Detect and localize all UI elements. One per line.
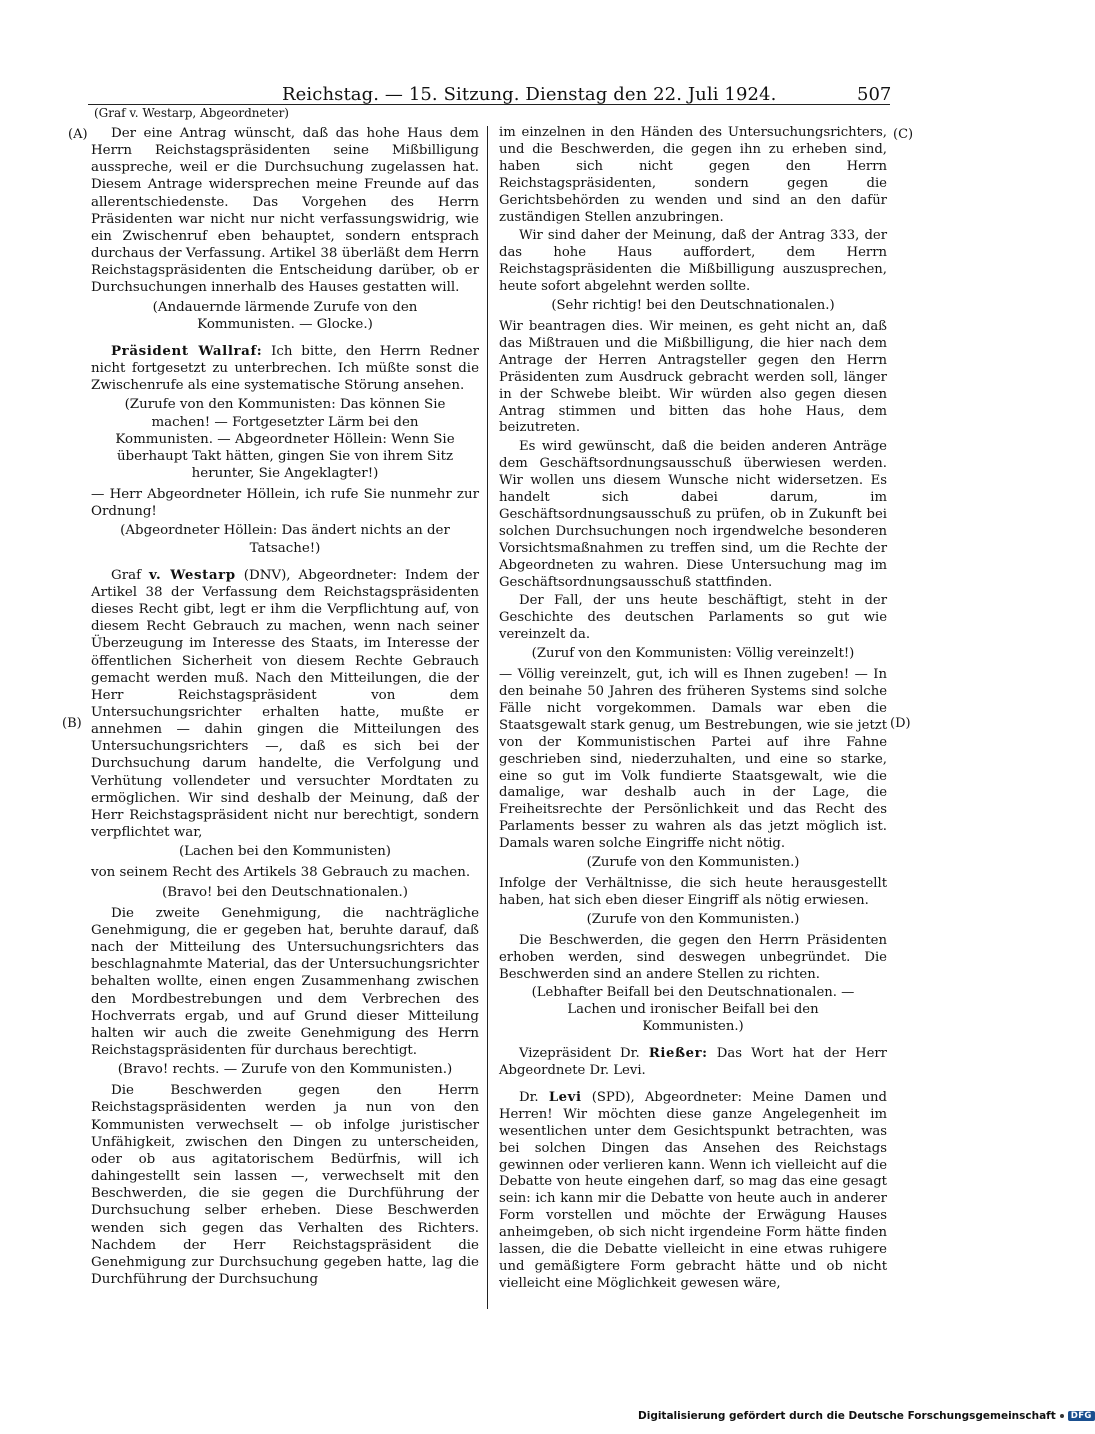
speech-text: (SPD), Abgeordneter: Meine Damen und Herren! Wir möchten diese ganze Angelegenheit im wesentlichen unter dem Gesichtspunkt betrachten, was bei solchen Dingen das Ansehen des Reichstags gewinnen oder verlieren kann. Wenn ich vielleicht auf die Debatte von heute eingehen darf, so mag das eine gesagt sein: ich kann mir die Debatte von heute auch in anderer Form vorstellen und möchte der Erwägung Hauses anheimgeben, ob sich nicht irgendeine Form hätte finden lassen, die die Debatte vielleicht in eine etwas ruhigere und gemäßigtere Form gebracht hätte und ob nicht vielleicht eine Möglichkeit gewesen wäre, xyxy=(499,1089,887,1291)
speaker-paragraph xyxy=(499,1046,887,1080)
margin-marker-c: (C) xyxy=(893,127,914,142)
paragraph: Wir beantragen dies. Wir meinen, es geht nicht an, daß das Mißtrauen und die Mißbilligung, die hier nach dem Antrage der Herren Antragsteller gegen den Herrn Präsidenten zum Ausdruck gebracht werden soll, länger in der Schwebe bleibt. Wir würden also gegen diesen Antrag stimmen und bitten das hohe Haus, dem beizutreten. xyxy=(499,318,887,436)
paragraph: — Völlig vereinzelt, gut, ich will es Ihnen zugeben! — In den beinahe 50 Jahren des früheren Systems sind solche Fälle nicht vorgekommen. Damals war eben die Staatsgewalt stark genug, um Bestrebungen, wie sie jetzt von der Kommunistischen Partei auf ihre Fahne geschrieben sind, niederzuhalten, und eine so starke, eine so gut im Volk fundierte Staatsgewalt, wie die damalige, war deshalb auch in der Lage, die Freiheitsrechte der Persönlichkeit und das Recht des Parlaments besser zu wahren als das jetzt möglich ist. Damals waren solche Eingriffe nicht nötig. xyxy=(499,667,887,852)
speech-text: (DNV), Abgeordneter: Indem der Artikel 38 der Verfassung dem Reichstagspräsidenten dieses Recht gibt, legt er ihm die Verpflichtung auf, von diesem Recht Gebrauch zu machen, wenn nach seiner Überzeugung im Interesse des Staats, im Interesse der öffentlichen Sicherheit von diesem Rechte Gebrauch gemacht werden muß. Nach den Mitteilungen, die der Herr Reichstagspräsident von dem Untersuchungsrichter erhalten hatte, mußte er annehmen — dahin gingen die Mitteilungen des Untersuchungsrichters —, daß es sich bei der Durchsuchung darum handelte, die Verfolgung und Verhütung vollendeter und versuchter Mordtaten zu ermöglichen. Wir sind deshalb der Meinung, daß der Herr Reichstagspräsident nicht nur berechtigt, sondern verpflichtet war, xyxy=(91,567,479,841)
interjection: (Bravo! bei den Deutschnationalen.) xyxy=(161,884,409,900)
speaker-paragraph xyxy=(499,1090,887,1293)
margin-marker-b: (B) xyxy=(62,716,82,731)
paragraph: Wir sind daher der Meinung, daß der Antrag 333, der das hohe Haus auffordert, dem Herrn Reichstagspräsidenten die Mißbilligung auszusprechen, heute sofort abgelehnt werden sollte. xyxy=(499,228,887,295)
margin-marker-d: (D) xyxy=(890,716,911,731)
paragraph: Die Beschwerden, die gegen den Herrn Präsidenten erhoben werden, sind deswegen unbegründet. Die Beschwerden sind an andere Stellen zu richten. xyxy=(499,932,887,982)
header-rule xyxy=(88,104,890,105)
footer-text: Digitalisierung gefördert durch die Deutsche Forschungsgemeinschaft xyxy=(638,1410,1056,1422)
interjection: (Sehr richtig! bei den Deutschnationalen.) xyxy=(551,298,835,314)
left-column xyxy=(91,125,479,1290)
interjection: (Andauernde lärmende Zurufe von den Kommunisten. — Glocke.) xyxy=(152,299,418,332)
speaker-paragraph xyxy=(91,567,479,842)
interjection: (Bravo! rechts. — Zurufe von den Kommunisten.) xyxy=(117,1062,453,1078)
interjection: (Abgeordneter Höllein: Das ändert nichts an der Tatsache!) xyxy=(120,523,450,556)
paragraph: im einzelnen in den Händen des Untersuchungsrichters, und die Beschwerden, die gegen ihn zu erheben sind, haben sich nicht gegen den Herrn Reichstagspräsidenten, sondern gegen die Gerichtsbehörden zu wenden und sind an den dafür zuständigen Stellen anzubringen. xyxy=(499,125,887,225)
speech-text: Das Wort hat der Herr Abgeordnete Dr. Levi. xyxy=(499,1046,887,1079)
paragraph: Infolge der Verhältnisse, die sich heute herausgestellt haben, hat sich eben dieser Eingriff als nötig erwiesen. xyxy=(499,875,887,908)
bullet-icon xyxy=(1060,1414,1064,1418)
speaker-name: v. Westarp xyxy=(149,566,236,583)
interjection: (Lachen bei den Kommunisten) xyxy=(178,844,392,860)
interjection: (Zurufe von den Kommunisten: Das können Sie machen! — Fortgesetzter Lärm bei den Kommunisten. — Abgeordneter Höllein: Wenn Sie überhaupt Takt hätten, gingen Sie von ihrem Sitz herunter, Sie Angeklagter!) xyxy=(115,397,455,481)
right-column xyxy=(499,125,887,1295)
speech-text: Ich bitte, den Herrn Redner nicht fortgesetzt zu unterbrechen. Ich müßte sonst die Zwischenrufe als eine systematische Störung ansehen. xyxy=(91,343,480,394)
footer-credit xyxy=(638,1410,1095,1422)
paragraph: von seinem Recht des Artikels 38 Gebrauch zu machen. xyxy=(91,865,471,881)
page-number: 507 xyxy=(857,84,892,105)
paragraph: Die zweite Genehmigung, die nachträgliche Genehmigung, die er gegeben hat, beruhte darauf, daß nach der Mitteilung des Untersuchungsrichters das beschlagnahmte Material, das der Untersuchungsrichter behalten wollte, einen engen Zusammenhang zwischen den Mordbestrebungen und dem Verbrechen des Hochverrats ergab, und auf Grund dieser Mitteilung halten wir auch die zweite Genehmigung des Herrn Reichstagspräsidenten für durchaus berechtigt. xyxy=(91,905,479,1058)
interjection: (Zurufe von den Kommunisten.) xyxy=(586,911,800,927)
speaker-title: Graf xyxy=(111,567,150,583)
interjection: (Zurufe von den Kommunisten.) xyxy=(586,855,800,871)
speaker-name: Rießer: xyxy=(648,1046,708,1062)
dfg-logo-icon: DFG xyxy=(1068,1411,1095,1421)
margin-marker-a: (A) xyxy=(68,127,88,142)
paragraph: Der Fall, der uns heute beschäftigt, steht in der Geschichte des deutschen Parlaments so gut wie vereinzelt da. xyxy=(499,593,887,643)
paragraph: Die Beschwerden gegen den Herrn Reichstagspräsidenten werden ja nun von den Kommunisten verwechselt — ob infolge juristischer Unfähigkeit, zwischen den Dingen zu unterscheiden, oder ob aus agitatorischem Bedürfnis, will ich dahingestellt sein lassen —, verwechselt mit den Beschwerden, die sie gegen die Durchführung der Durchsuchung selber erheben. Diese Beschwerden wenden sich gegen das Verhalten des Richters. Nachdem der Herr Reichstagspräsident die Genehmigung zur Durchsuchung gegeben hatte, lag die Durchführung der Durchsuchung xyxy=(91,1083,479,1287)
paragraph: Es wird gewünscht, daß die beiden anderen Anträge dem Geschäftsordnungsausschuß überwiesen werden. Wir wollen uns diesem Wunsche nicht widersetzen. Es handelt sich dabei darum, im Geschäftsordnungsausschuß zu prüfen, ob in Zukunft bei solchen Durchsuchungen noch irgendwelche besonderen Vorsichtsmaßnahmen zu treffen sind, um die Rechte der Abgeordneten zu wahren. Diese Untersuchung mag im Geschäftsordnungsausschuß stattfinden. xyxy=(499,439,887,590)
page-header-title: Reichstag. — 15. Sitzung. Dienstag den 22. Juli 1924. xyxy=(282,84,777,105)
speaker-title: Dr. xyxy=(519,1089,549,1105)
running-head: (Graf v. Westarp, Abgeordneter) xyxy=(94,106,289,120)
paragraph: — Herr Abgeordneter Höllein, ich rufe Sie nunmehr zur Ordnung! xyxy=(91,487,479,520)
column-divider xyxy=(487,126,488,1309)
paragraph: Der eine Antrag wünscht, daß das hohe Haus dem Herrn Reichstagspräsidenten seine Mißbilligung ausspreche, weil er die Durchsuchung zugelassen hat. Diesem Antrage widersprechen meine Freunde auf das allerentschiedenste. Das Vorgehen des Herrn Präsidenten war nicht nur nicht verfassungswidrig, wie ein Zwischenruf eben behauptet, sondern entsprach durchaus der Verfassung. Artikel 38 überläßt dem Herrn Reichstagspräsidenten die Entscheidung darüber, ob er Durchsuchungen innerhalb des Hauses gestatten will. xyxy=(91,126,479,296)
speaker-title: Vizepräsident Dr. xyxy=(519,1046,649,1062)
speaker-name: Levi xyxy=(548,1089,582,1105)
interjection: (Zuruf von den Kommunisten: Völlig vereinzelt!) xyxy=(531,646,855,662)
speaker-name: Präsident Wallraf: xyxy=(111,342,263,359)
speaker-paragraph xyxy=(91,343,479,394)
interjection: (Lebhafter Beifall bei den Deutschnationalen. — Lachen und ironischer Beifall bei den Kommunisten.) xyxy=(531,985,855,1035)
